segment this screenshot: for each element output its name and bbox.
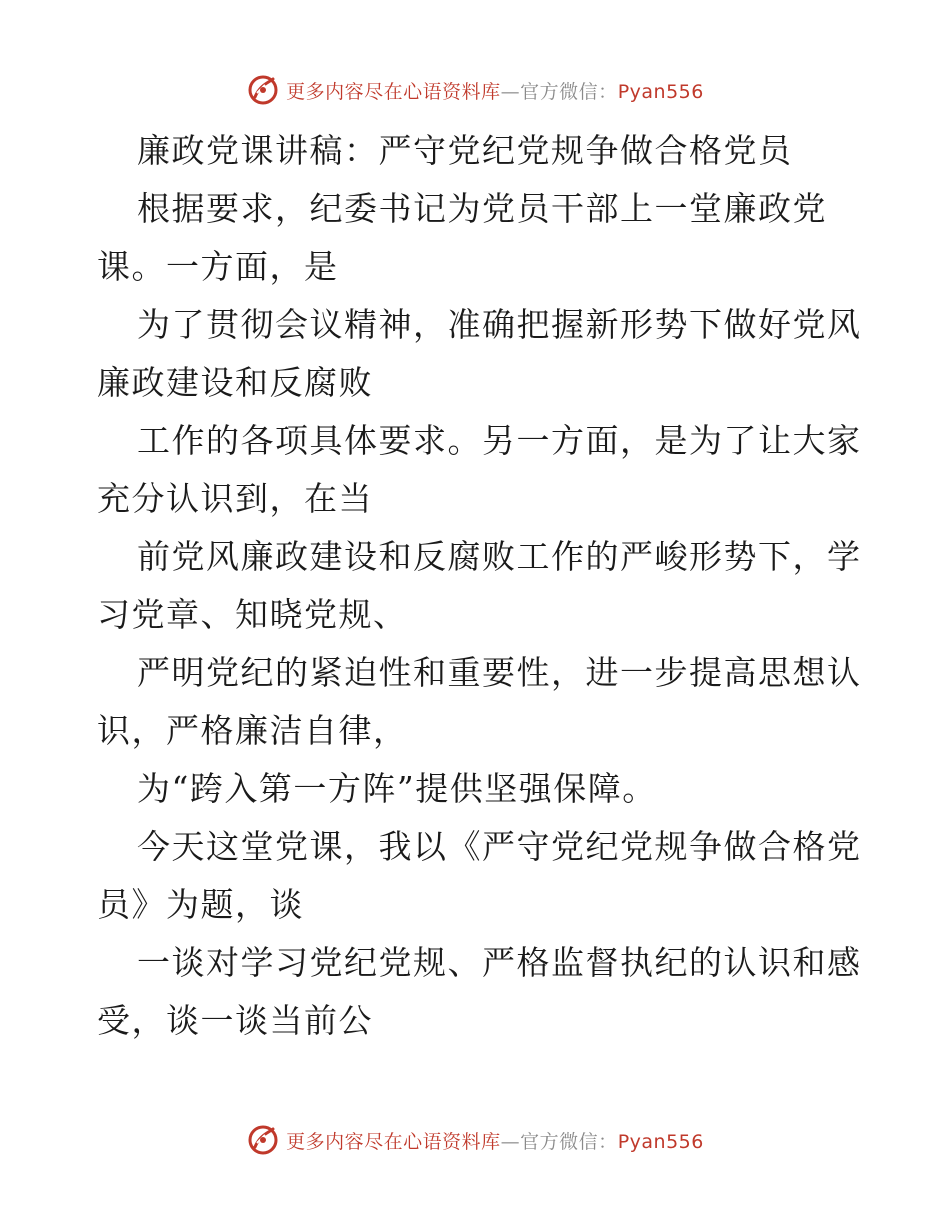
wechat-id: Pyan556: [617, 80, 704, 103]
text-line: 为“跨入第一方阵”提供坚强保障。: [137, 769, 657, 808]
brand-dash: —: [500, 80, 521, 103]
text-line: 根据要求，纪委书记为党员干部上一堂廉政党: [137, 189, 827, 228]
text-line: 员》为题，谈: [97, 885, 304, 924]
wechat-id: Pyan556: [617, 1130, 704, 1153]
text-line: 识，严格廉洁自律，: [97, 711, 408, 750]
watermark-text: [286, 77, 704, 104]
text-line: 充分认识到，在当: [97, 479, 373, 518]
text-line: 今天这堂党课，我以《严守党纪党规争做合格党: [137, 827, 862, 866]
document-body: [97, 122, 862, 1050]
brand-name: 更多内容尽在心语资料库: [286, 80, 501, 103]
text-line: 廉政建设和反腐败: [97, 363, 373, 402]
brand-dash: —: [500, 1130, 521, 1153]
document-title: 廉政党课讲稿：严守党纪党规争做合格党员: [137, 131, 793, 170]
text-line: 课。一方面，是: [97, 247, 339, 286]
text-line: 为了贯彻会议精神，准确把握新形势下做好党风: [137, 305, 862, 344]
text-line: 前党风廉政建设和反腐败工作的严峻形势下，学: [137, 537, 862, 576]
watermark-text: [286, 1127, 704, 1154]
text-line: 习党章、知晓党规、: [97, 595, 408, 634]
wechat-label: 官方微信：: [520, 1130, 618, 1153]
text-line: 工作的各项具体要求。另一方面，是为了让大家: [137, 421, 862, 460]
brand-name: 更多内容尽在心语资料库: [286, 1130, 501, 1153]
text-line: 一谈对学习党纪党规、严格监督执纪的认识和感: [137, 943, 862, 982]
pen-swirl-logo-icon: [246, 73, 280, 107]
pen-swirl-logo-icon: [246, 1123, 280, 1157]
text-line: 严明党纪的紧迫性和重要性，进一步提高思想认: [137, 653, 862, 692]
text-line: 受，谈一谈当前公: [97, 1001, 373, 1040]
header-watermark-banner: [0, 70, 950, 110]
footer-watermark-banner: [0, 1120, 950, 1160]
wechat-label: 官方微信：: [520, 80, 618, 103]
